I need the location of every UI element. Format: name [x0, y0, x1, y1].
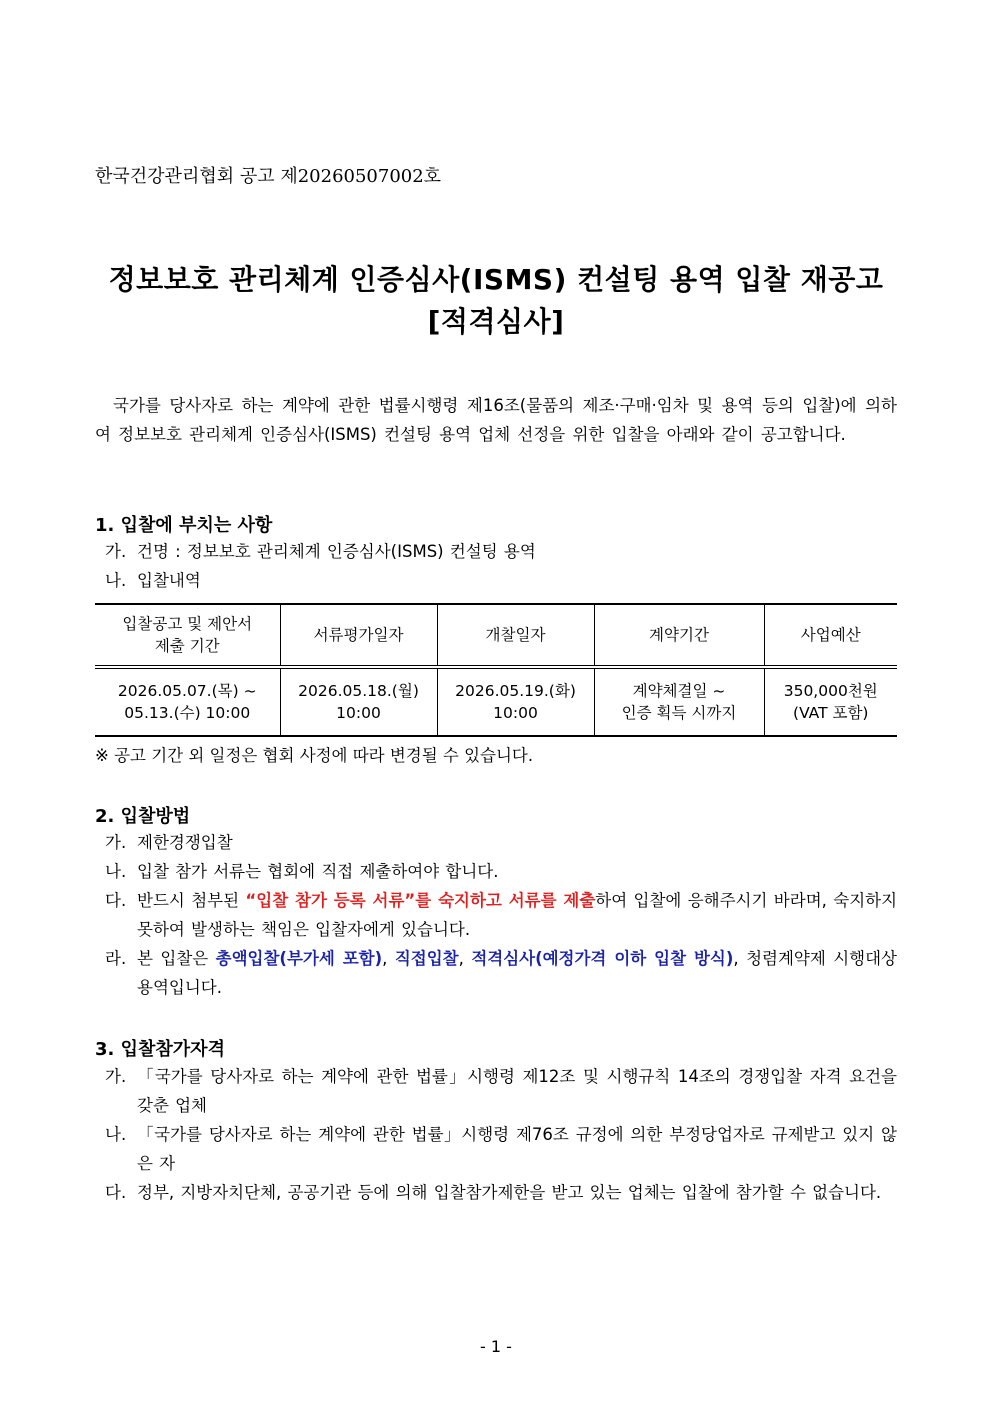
item-text	[137, 944, 897, 1002]
notice-number: 한국건강관리협회 공고 제20260507002호	[95, 166, 442, 187]
item-mark: 다.	[105, 1183, 127, 1202]
document-subtitle: [적격심사]	[427, 305, 565, 338]
blue-emphasis-text: 총액입찰(부가세 포함)	[215, 949, 383, 968]
text-run: ,	[458, 949, 472, 968]
section-1-item-a	[105, 537, 897, 566]
page-number: - 1 -	[480, 1337, 512, 1356]
item-text: 정부, 지방자치단체, 공공기관 등에 의해 입찰참가제한을 받고 있는 업체는 입찰에 참가할 수 없습니다.	[137, 1183, 882, 1202]
blue-emphasis-text: 적격심사(예정가격 이하 입찰 방식)	[471, 949, 734, 968]
document-title: 정보보호 관리체계 인증심사(ISMS) 컨설팅 용역 입찰 재공고	[108, 263, 884, 296]
section-3-item-c	[105, 1178, 897, 1207]
blue-emphasis-text: 직접입찰	[394, 949, 459, 968]
table-header-cell: 입찰공고 및 제안서 제출 기간	[95, 604, 280, 667]
section-1-item-b	[105, 566, 897, 595]
text-run: , 청렴계약제 시행대상 용역입니다.	[137, 949, 897, 997]
table-header-row	[95, 604, 897, 667]
table-header-cell: 계약기간	[594, 604, 764, 667]
item-mark: 가.	[105, 833, 127, 852]
section-3-item-a	[105, 1062, 897, 1120]
red-emphasis-text: “입찰 참가 등록 서류”를 숙지하고 서류를 제출	[245, 891, 596, 910]
intro-paragraph: 국가를 당사자로 하는 계약에 관한 법률시행령 제16조(물품의 제조·구매·임차 및 용역 등의 입찰)에 의하여 정보보호 관리체계 인증심사(ISMS) 컨설팅 용역 업체 선정을 위한 입찰을 아래와 같이 공고합니다.	[95, 396, 897, 444]
section-2-heading: 2. 입찰방법	[95, 806, 191, 827]
item-text: 입찰내역	[137, 571, 201, 590]
table-cell: 350,000천원 (VAT 포함)	[764, 667, 897, 736]
item-mark: 가.	[105, 542, 127, 561]
item-mark: 다.	[105, 891, 127, 910]
section-3-item-b	[105, 1120, 897, 1178]
table-cell: 계약체결일 ~ 인증 획득 시까지	[594, 667, 764, 736]
item-mark: 나.	[105, 1125, 127, 1144]
text-run: 반드시 첨부된	[137, 891, 246, 910]
item-mark: 나.	[105, 862, 127, 881]
section-2-item-d	[105, 944, 897, 1002]
table-header-cell: 사업예산	[764, 604, 897, 667]
text-run: ,	[382, 949, 395, 968]
text-run: 하여 입찰에 응해주시기 바라며, 숙지하지 못하여 발생하는 책임은 입찰자에게 있습니다.	[137, 891, 898, 939]
section-3-heading: 3. 입찰참가자격	[95, 1039, 225, 1060]
item-text: 「국가를 당사자로 하는 계약에 관한 법률」시행령 제76조 규정에 의한 부정당업자로 규제받고 있지 않은 자	[137, 1125, 897, 1173]
text-run: 본 입찰은	[137, 949, 216, 968]
table-row	[95, 667, 897, 736]
bid-details-table	[95, 603, 897, 737]
item-mark: 가.	[105, 1067, 127, 1086]
section-1-heading: 1. 입찰에 부치는 사항	[95, 515, 273, 536]
section-2-item-c	[105, 886, 897, 944]
item-mark: 나.	[105, 571, 127, 590]
table-cell: 2026.05.18.(월) 10:00	[280, 667, 437, 736]
item-text: 건명 : 정보보호 관리체계 인증심사(ISMS) 컨설팅 용역	[137, 542, 536, 561]
schedule-change-note: ※ 공고 기간 외 일정은 협회 사정에 따라 변경될 수 있습니다.	[95, 746, 534, 765]
table-header-cell: 개찰일자	[437, 604, 594, 667]
section-2-item-a	[105, 828, 897, 857]
table-cell: 2026.05.19.(화) 10:00	[437, 667, 594, 736]
item-mark: 라.	[105, 949, 127, 968]
item-text: 제한경쟁입찰	[137, 833, 233, 852]
table-cell: 2026.05.07.(목) ~ 05.13.(수) 10:00	[95, 667, 280, 736]
table-header-cell: 서류평가일자	[280, 604, 437, 667]
item-text: 입찰 참가 서류는 협회에 직접 제출하여야 합니다.	[137, 862, 499, 881]
section-2-item-b	[105, 857, 897, 886]
item-text: 「국가를 당사자로 하는 계약에 관한 법률」시행령 제12조 및 시행규칙 14조의 경쟁입찰 자격 요건을 갖춘 업체	[137, 1067, 897, 1115]
item-text	[137, 886, 897, 944]
